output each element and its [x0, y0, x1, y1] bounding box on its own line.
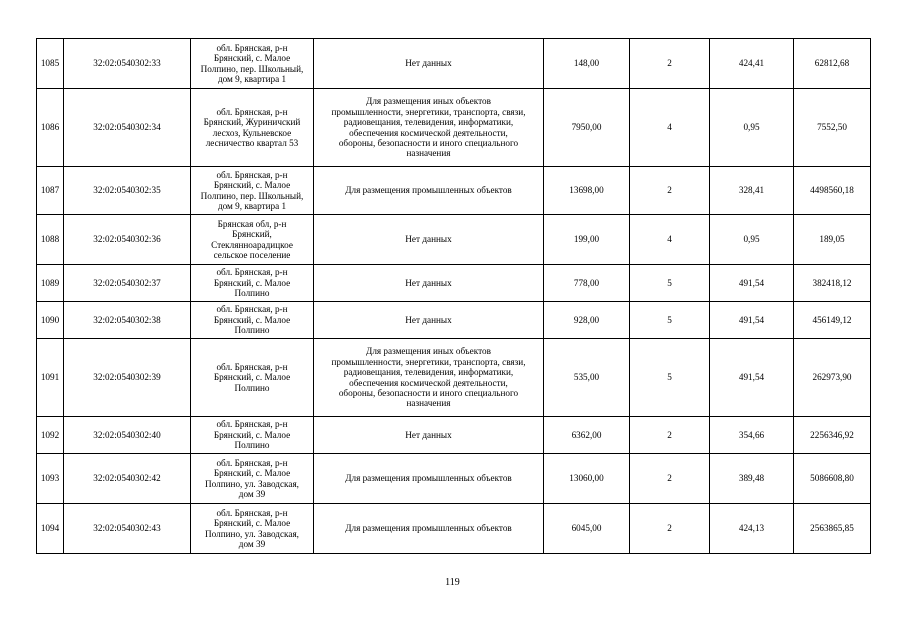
address-line: Брянский, с. Малое — [213, 53, 291, 64]
address — [191, 302, 314, 339]
address-line: дом 39 — [238, 538, 266, 549]
address — [191, 39, 314, 89]
group-number: 2 — [630, 167, 710, 215]
permitted-use-line: радиовещания, телевидения, информатики, — [343, 117, 514, 128]
specific-value: 424,13 — [710, 504, 794, 554]
address-line: Брянский, с. Малое — [213, 468, 291, 479]
address-line: обл. Брянская, р-н — [216, 457, 288, 468]
permitted-use-line: Нет данных — [405, 277, 452, 288]
area: 13060,00 — [544, 454, 630, 504]
permitted-use — [314, 417, 544, 454]
table-body — [37, 39, 871, 554]
cadastral-number: 32:02:0540302:42 — [64, 454, 191, 504]
table-row — [37, 454, 871, 504]
address-line: Стеклянноарадицкое — [211, 239, 293, 250]
address — [191, 454, 314, 504]
cadastral-number: 32:02:0540302:40 — [64, 417, 191, 454]
cadastral-value: 5086608,80 — [794, 454, 871, 504]
address-line: дом 9, квартира 1 — [217, 73, 287, 84]
row-number: 1091 — [37, 339, 64, 417]
row-number: 1094 — [37, 504, 64, 554]
cadastral-table — [36, 38, 871, 554]
permitted-use-line: Для размещения иных объектов — [366, 96, 491, 107]
permitted-use-line: обеспечения космической деятельности, — [349, 127, 508, 138]
cadastral-value: 2563865,85 — [794, 504, 871, 554]
address — [191, 339, 314, 417]
permitted-use-line: радиовещания, телевидения, информатики, — [343, 367, 514, 378]
cadastral-number: 32:02:0540302:43 — [64, 504, 191, 554]
group-number: 5 — [630, 302, 710, 339]
row-number: 1089 — [37, 265, 64, 302]
table-row — [37, 302, 871, 339]
permitted-use-line: Нет данных — [405, 234, 452, 245]
address-line: дом 39 — [238, 488, 266, 499]
address-line: обл. Брянская, р-н — [216, 419, 288, 430]
cadastral-value: 262973,90 — [794, 339, 871, 417]
cadastral-number: 32:02:0540302:39 — [64, 339, 191, 417]
address-line: Полпино, пер. Школьный, — [200, 190, 304, 201]
cadastral-value: 2256346,92 — [794, 417, 871, 454]
row-number: 1092 — [37, 417, 64, 454]
permitted-use — [314, 167, 544, 215]
address-line: Брянский, с. Малое — [213, 518, 291, 529]
address-line: лесничество квартал 53 — [205, 137, 299, 148]
area: 6362,00 — [544, 417, 630, 454]
address-line: обл. Брянская, р-н — [216, 507, 288, 518]
group-number: 2 — [630, 504, 710, 554]
cadastral-number: 32:02:0540302:34 — [64, 89, 191, 167]
permitted-use-line: Для размещения иных объектов — [366, 346, 491, 357]
address — [191, 417, 314, 454]
table-row — [37, 89, 871, 167]
address-line: обл. Брянская, р-н — [216, 267, 288, 278]
address-line: дом 9, квартира 1 — [217, 200, 287, 211]
address-line: Брянский, с. Малое — [213, 314, 291, 325]
permitted-use-line: обороны, безопасности и иного специального — [338, 137, 519, 148]
cadastral-number: 32:02:0540302:33 — [64, 39, 191, 89]
cadastral-value: 7552,50 — [794, 89, 871, 167]
group-number: 5 — [630, 339, 710, 417]
page-number: 119 — [445, 577, 460, 588]
address — [191, 167, 314, 215]
specific-value: 491,54 — [710, 302, 794, 339]
specific-value: 328,41 — [710, 167, 794, 215]
address-line: Брянский, с. Малое — [213, 429, 291, 440]
address-line: Полпино — [234, 440, 270, 451]
area: 13698,00 — [544, 167, 630, 215]
permitted-use — [314, 504, 544, 554]
address-line: обл. Брянская, р-н — [216, 304, 288, 315]
permitted-use-line: Для размещения промышленных объектов — [345, 473, 512, 484]
area: 778,00 — [544, 265, 630, 302]
cadastral-number: 32:02:0540302:38 — [64, 302, 191, 339]
permitted-use-line: промышленности, энергетики, транспорта, связи, — [331, 356, 526, 367]
permitted-use-line: Нет данных — [405, 58, 452, 69]
permitted-use — [314, 339, 544, 417]
cadastral-number: 32:02:0540302:36 — [64, 215, 191, 265]
permitted-use-line: Нет данных — [405, 429, 452, 440]
permitted-use-line: Для размещения промышленных объектов — [345, 523, 512, 534]
cadastral-value: 189,05 — [794, 215, 871, 265]
permitted-use-line: назначения — [406, 148, 451, 159]
specific-value: 424,41 — [710, 39, 794, 89]
address-line: Брянский, Журиничский — [203, 117, 301, 128]
permitted-use — [314, 89, 544, 167]
address-line: Полпино — [234, 325, 270, 336]
area: 928,00 — [544, 302, 630, 339]
address-line: Брянская обл, р-н — [217, 218, 287, 229]
table-row — [37, 417, 871, 454]
row-number: 1090 — [37, 302, 64, 339]
specific-value: 354,66 — [710, 417, 794, 454]
specific-value: 491,54 — [710, 265, 794, 302]
group-number: 2 — [630, 454, 710, 504]
permitted-use-line: назначения — [406, 398, 451, 409]
address-line: Полпино, ул. Заводская, — [205, 478, 299, 489]
row-number: 1086 — [37, 89, 64, 167]
address-line: обл. Брянская, р-н — [216, 169, 288, 180]
table-row — [37, 265, 871, 302]
group-number: 2 — [630, 39, 710, 89]
address-line: Брянский, с. Малое — [213, 372, 291, 383]
row-number: 1093 — [37, 454, 64, 504]
area: 6045,00 — [544, 504, 630, 554]
cadastral-value: 456149,12 — [794, 302, 871, 339]
address — [191, 215, 314, 265]
group-number: 4 — [630, 215, 710, 265]
address-line: сельское поселение — [213, 249, 291, 260]
address-line: Полпино — [234, 288, 270, 299]
permitted-use-line: Нет данных — [405, 314, 452, 325]
cadastral-number: 32:02:0540302:35 — [64, 167, 191, 215]
table-row — [37, 167, 871, 215]
row-number: 1088 — [37, 215, 64, 265]
permitted-use — [314, 265, 544, 302]
address-line: Брянский, — [232, 229, 272, 240]
permitted-use — [314, 39, 544, 89]
group-number: 4 — [630, 89, 710, 167]
specific-value: 491,54 — [710, 339, 794, 417]
permitted-use — [314, 302, 544, 339]
cadastral-number: 32:02:0540302:37 — [64, 265, 191, 302]
address-line: Полпино — [234, 382, 270, 393]
permitted-use-line: Для размещения промышленных объектов — [345, 185, 512, 196]
address-line: Полпино, ул. Заводская, — [205, 528, 299, 539]
table-row — [37, 215, 871, 265]
permitted-use — [314, 215, 544, 265]
row-number: 1085 — [37, 39, 64, 89]
address — [191, 89, 314, 167]
address-line: обл. Брянская, р-н — [216, 106, 288, 117]
permitted-use — [314, 454, 544, 504]
specific-value: 0,95 — [710, 89, 794, 167]
address-line: Брянский, с. Малое — [213, 180, 291, 191]
permitted-use-line: обороны, безопасности и иного специального — [338, 387, 519, 398]
group-number: 5 — [630, 265, 710, 302]
group-number: 2 — [630, 417, 710, 454]
address-line: Брянский, с. Малое — [213, 277, 291, 288]
row-number: 1087 — [37, 167, 64, 215]
table-row — [37, 504, 871, 554]
area: 7950,00 — [544, 89, 630, 167]
address-line: лесхоз, Кульневское — [212, 127, 292, 138]
cadastral-value: 4498560,18 — [794, 167, 871, 215]
address — [191, 504, 314, 554]
area: 199,00 — [544, 215, 630, 265]
specific-value: 0,95 — [710, 215, 794, 265]
address — [191, 265, 314, 302]
address-line: Полпино, пер. Школьный, — [200, 63, 304, 74]
cadastral-value: 62812,68 — [794, 39, 871, 89]
area: 535,00 — [544, 339, 630, 417]
address-line: обл. Брянская, р-н — [216, 42, 288, 53]
permitted-use-line: промышленности, энергетики, транспорта, связи, — [331, 106, 526, 117]
area: 148,00 — [544, 39, 630, 89]
address-line: обл. Брянская, р-н — [216, 361, 288, 372]
cadastral-value: 382418,12 — [794, 265, 871, 302]
specific-value: 389,48 — [710, 454, 794, 504]
permitted-use-line: обеспечения космической деятельности, — [349, 377, 508, 388]
table-row — [37, 39, 871, 89]
table-row — [37, 339, 871, 417]
